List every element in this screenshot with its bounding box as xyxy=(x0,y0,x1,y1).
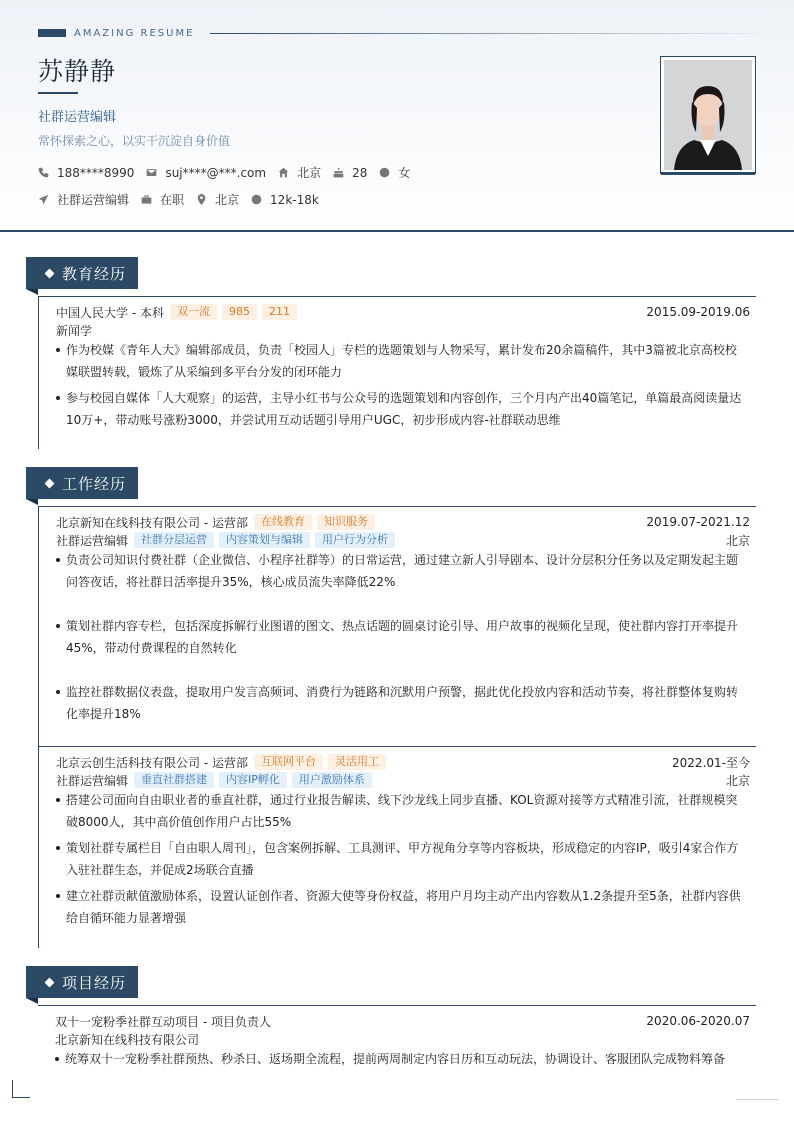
school-tag: 985 xyxy=(222,304,257,320)
major: 新闻学 xyxy=(56,323,93,338)
school-tag: 211 xyxy=(262,304,297,320)
send-icon xyxy=(38,194,49,205)
age-info xyxy=(333,166,367,180)
cake-icon xyxy=(333,167,344,178)
brand-line xyxy=(210,33,756,34)
project-head xyxy=(55,1012,756,1030)
section-project-title xyxy=(26,966,138,998)
section-work-title xyxy=(26,467,138,499)
salary-info xyxy=(251,193,319,207)
work-role-row xyxy=(56,531,756,549)
gender-info xyxy=(379,164,410,181)
work-city: 北京 xyxy=(725,533,750,548)
work-entry xyxy=(38,746,756,948)
project-entry xyxy=(38,1005,756,1075)
briefcase-icon xyxy=(141,194,152,205)
location-icon xyxy=(196,194,207,205)
phone-text: 188****8990 xyxy=(57,165,135,180)
industry-tag: 知识服务 xyxy=(317,514,375,530)
age-text: 28 xyxy=(352,165,368,180)
home-text: 北京 xyxy=(297,166,322,180)
contact-row xyxy=(38,164,422,181)
list-item: 负责公司知识付费社群（企业微信、小程序社群等）的日常运营，通过建立新人引导剧本、设计分层积分任务以及定期发起主题问答夜话，将社群日活率提升35%，核心成员流失率降低22% xyxy=(56,549,746,593)
status-text: 在职 xyxy=(160,193,185,207)
list-item: 统筹双十一宠粉季社群预热、秒杀日、返场期全流程，提前两周制定内容日历和互动玩法，协调设计、客服团队完成物料筹备 xyxy=(55,1048,745,1070)
role-name: 社群运营编辑 xyxy=(56,533,129,548)
project-company-row xyxy=(55,1030,756,1048)
skill-tag: 内容IP孵化 xyxy=(219,772,287,788)
work-date: 2019.07-2021.12 xyxy=(646,515,750,529)
resume-header xyxy=(0,0,794,232)
profile-photo-frame xyxy=(660,56,756,174)
city-info xyxy=(196,191,239,208)
skill-tag: 内容策划与编辑 xyxy=(219,532,310,548)
brand-text: AMAZING RESUME xyxy=(74,27,195,39)
city-text: 北京 xyxy=(215,193,240,207)
brand xyxy=(38,27,194,39)
education-date: 2015.09-2019.06 xyxy=(646,305,750,319)
work-city: 北京 xyxy=(725,773,750,788)
page-corner-mark xyxy=(12,1080,30,1098)
phone-info xyxy=(38,166,134,180)
profile-photo xyxy=(664,60,752,170)
skill-tag: 社群分层运营 xyxy=(134,532,214,548)
gender-text: 女 xyxy=(398,166,411,180)
person-portrait-icon xyxy=(664,60,752,170)
list-item: 参与校园自媒体「人大观察」的运营，主导小红书与公众号的选题策划和内容创作，三个月内产出40篇笔记，单篇最高阅读量达10万+，带动账号涨粉3000，并尝试用互动话题引导用户UGC，初步形成内容-社群联动思维 xyxy=(56,387,746,431)
skill-tag: 用户激励体系 xyxy=(292,772,372,788)
skill-tag: 垂直社群搭建 xyxy=(134,772,214,788)
work-head xyxy=(56,513,756,531)
motto: 常怀探索之心，以实干沉淀自身价值 xyxy=(38,134,231,148)
phone-icon xyxy=(38,167,49,178)
list-item: 作为校媒《青年人大》编辑部成员，负责「校园人」专栏的选题策划与人物采写，累计发布20余篇稿件，其中3篇被北京高校校媒联盟转载，锻炼了从采编到多平台分发的闭环能力 xyxy=(56,339,746,383)
school-tag: 双一流 xyxy=(170,304,217,320)
status-info xyxy=(141,191,184,208)
intent-job-info xyxy=(38,191,129,208)
industry-tag: 互联网平台 xyxy=(254,754,323,770)
brand-bar xyxy=(38,29,66,37)
industry-tag: 在线教育 xyxy=(254,514,312,530)
section-education-label: 教育经历 xyxy=(62,264,127,283)
home-info xyxy=(278,164,321,181)
company-name: 北京云创生活科技有限公司 - 运营部 xyxy=(56,755,248,770)
company-name: 北京新知在线科技有限公司 - 运营部 xyxy=(56,515,248,530)
work-date: 2022.01-至今 xyxy=(672,755,750,770)
list-item: 建立社群贡献值激励体系，设置认证创作者、资源大使等身份权益，将用户月均主动产出内容数从1.2条提升至5条，社群内容供给自循环能力显著增强 xyxy=(56,885,746,929)
education-head xyxy=(56,303,756,321)
page-corner-line xyxy=(736,1099,778,1100)
mail-icon xyxy=(146,167,157,178)
email-info xyxy=(146,166,266,180)
project-title: 双十一宠粉季社群互动项目 - 项目负责人 xyxy=(55,1014,271,1029)
intent-job-text: 社群运营编辑 xyxy=(57,193,130,207)
section-project-label: 项目经历 xyxy=(62,973,127,992)
work-head xyxy=(56,753,756,771)
education-entry xyxy=(38,296,756,449)
list-item: 搭建公司面向自由职业者的垂直社群，通过行业报告解读、线下沙龙线上同步直播、KOL资源对接等方式精准引流，社群规模突破8000人，其中高价值创作用户占比55% xyxy=(56,789,746,833)
home-icon xyxy=(278,167,289,178)
gender-icon xyxy=(379,167,390,178)
project-date: 2020.06-2020.07 xyxy=(646,1014,750,1028)
salary-text: 12k-18k xyxy=(270,192,319,207)
section-education-title xyxy=(26,257,138,289)
industry-tag: 灵活用工 xyxy=(328,754,386,770)
list-item: 策划社群专属栏目「自由职人周刊」，包含案例拆解、工具测评、甲方视角分享等内容板块，形成稳定的内容IP，吸引4家合作方入驻社群生态，并促成2场联合直播 xyxy=(56,837,746,881)
list-item: 策划社群内容专栏，包括深度拆解行业图谱的图文、热点话题的圆桌讨论引导、用户故事的视频化呈现，使社群内容打开率提升45%，带动付费课程的自然转化 xyxy=(56,615,746,659)
school-name: 中国人民大学 - 本科 xyxy=(56,305,164,320)
work-role-row xyxy=(56,771,756,789)
role-name: 社群运营编辑 xyxy=(56,773,129,788)
section-work-label: 工作经历 xyxy=(62,474,127,493)
salary-icon xyxy=(251,194,262,205)
work-entry xyxy=(38,506,756,746)
name-underline xyxy=(38,92,78,94)
education-major-row xyxy=(56,321,756,339)
list-item: 监控社群数据仪表盘，提取用户发言高频词、消费行为链路和沉默用户预警，据此优化投放内容和活动节奏，将社群整体复购转化率提升18% xyxy=(56,681,746,725)
job-intent-row xyxy=(38,191,331,208)
job-title: 社群运营编辑 xyxy=(38,110,117,125)
email-text: suj****@***.com xyxy=(165,165,267,180)
candidate-name: 苏静静 xyxy=(38,57,117,86)
skill-tag: 用户行为分析 xyxy=(315,532,395,548)
project-company: 北京新知在线科技有限公司 xyxy=(55,1032,200,1047)
